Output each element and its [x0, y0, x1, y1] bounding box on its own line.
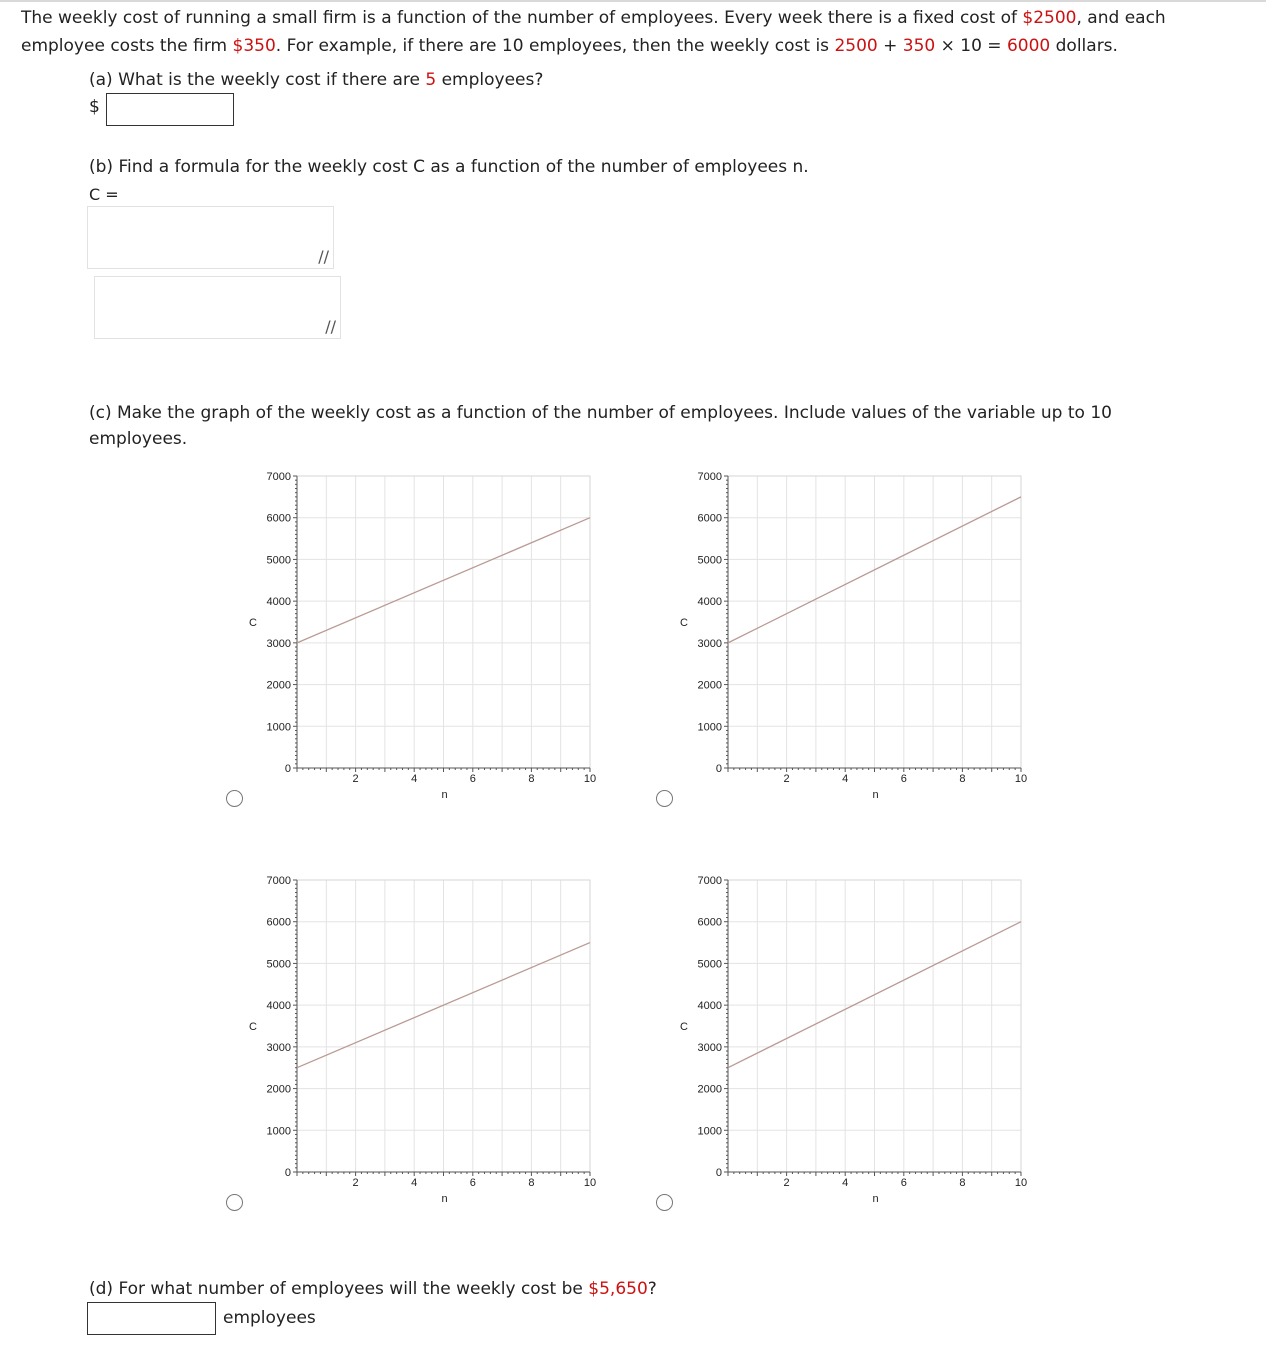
y-tick-label: 1000 — [697, 721, 722, 734]
x-axis-label: n — [441, 1193, 448, 1205]
part-c-question: (c) Make the graph of the weekly cost as a function of the number of employees. Include values of the variable up to 10 employees. — [89, 403, 1112, 449]
y-tick-label: 1000 — [266, 1125, 291, 1138]
formula-input-area[interactable] — [87, 206, 334, 269]
x-axis-label: n — [441, 789, 448, 801]
part-d-text-2: ? — [647, 1279, 657, 1299]
graph-option-2-radio[interactable] — [656, 790, 673, 807]
y-axis-label: C — [249, 1021, 257, 1033]
part-a-question — [89, 67, 543, 93]
formula-preview-area[interactable] — [94, 276, 341, 339]
x-tick-label: 4 — [842, 773, 849, 785]
y-tick-label: 0 — [284, 763, 291, 775]
x-tick-label: 2 — [783, 1177, 790, 1189]
y-tick-label: 5000 — [266, 554, 291, 567]
part-a-text-2: employees? — [436, 70, 544, 90]
y-tick-label: 2000 — [266, 1083, 291, 1096]
x-tick-label: 10 — [583, 1177, 597, 1189]
part-a-answer-input[interactable] — [106, 93, 234, 126]
y-tick-label: 2000 — [266, 679, 291, 692]
y-tick-label: 7000 — [266, 471, 291, 483]
y-tick-label: 0 — [284, 1167, 291, 1179]
per-employee-cost-value: $350 — [232, 36, 276, 56]
part-a-employee-count: 5 — [425, 70, 437, 90]
x-tick-label: 8 — [959, 773, 966, 785]
graph-option-3 — [240, 864, 610, 1209]
x-tick-label: 6 — [469, 1177, 476, 1189]
x-tick-label: 8 — [528, 773, 535, 785]
graph-option-3-radio[interactable] — [226, 1194, 243, 1211]
part-b-question: (b) Find a formula for the weekly cost C as a function of the number of employees n. — [89, 157, 809, 177]
x-tick-label: 8 — [528, 1177, 535, 1189]
x-axis-label: n — [872, 789, 879, 801]
y-axis-label: C — [680, 617, 688, 629]
y-tick-label: 2000 — [697, 1083, 722, 1096]
resize-handle-icon[interactable]: // — [318, 247, 329, 266]
y-axis-label: C — [680, 1021, 688, 1033]
x-tick-label: 2 — [352, 1177, 359, 1189]
part-a-text-1: (a) What is the weekly cost if there are — [89, 70, 426, 90]
y-tick-label: 7000 — [266, 875, 291, 887]
y-tick-label: 1000 — [266, 721, 291, 734]
x-tick-label: 8 — [959, 1177, 966, 1189]
y-tick-label: 7000 — [697, 471, 722, 483]
y-tick-label: 6000 — [266, 916, 291, 929]
x-tick-label: 10 — [583, 773, 597, 785]
x-tick-label: 10 — [1014, 773, 1028, 785]
y-tick-label: 3000 — [266, 1041, 291, 1054]
graph-option-1 — [240, 460, 610, 805]
intro-text-3: . For example, if there are 10 employees, then the weekly cost is — [275, 36, 835, 56]
example-result-value: 6000 — [1006, 36, 1051, 56]
part-d-answer-input[interactable] — [87, 1302, 216, 1335]
resize-handle-icon[interactable]: // — [325, 317, 336, 336]
y-tick-label: 3000 — [697, 637, 722, 650]
intro-text-4: dollars. — [1050, 36, 1118, 56]
intro-text-1: The weekly cost of running a small firm is a function of the number of employees. Every week there is a fixed cost of — [21, 8, 1023, 28]
y-tick-label: 2000 — [697, 679, 722, 692]
y-tick-label: 4000 — [697, 1000, 722, 1013]
y-tick-label: 1000 — [697, 1125, 722, 1138]
y-tick-label: 4000 — [266, 1000, 291, 1013]
part-d-question — [89, 1276, 657, 1302]
part-d-target-cost: $5,650 — [588, 1279, 648, 1299]
y-tick-label: 5000 — [697, 958, 722, 971]
part-d-text-1: (d) For what number of employees will the weekly cost be — [89, 1279, 589, 1299]
graph-option-4 — [671, 864, 1041, 1209]
example-rate-value: 350 — [902, 36, 936, 56]
x-tick-label: 2 — [783, 773, 790, 785]
x-axis-label: n — [872, 1193, 879, 1205]
y-tick-label: 7000 — [697, 875, 722, 887]
y-tick-label: 6000 — [697, 916, 722, 929]
y-tick-label: 0 — [715, 1167, 722, 1179]
y-tick-label: 4000 — [266, 596, 291, 609]
currency-symbol: $ — [89, 97, 100, 117]
y-tick-label: 6000 — [266, 512, 291, 525]
x-tick-label: 2 — [352, 773, 359, 785]
example-times: × 10 = — [935, 36, 1007, 56]
x-tick-label: 6 — [469, 773, 476, 785]
y-axis-label: C — [249, 617, 257, 629]
graph-option-4-radio[interactable] — [656, 1194, 673, 1211]
example-fixed-value: 2500 — [834, 36, 878, 56]
graph-option-1-radio[interactable] — [226, 790, 243, 807]
problem-statement — [21, 4, 1251, 60]
x-tick-label: 4 — [842, 1177, 849, 1189]
units-label: employees — [223, 1308, 316, 1328]
y-tick-label: 3000 — [697, 1041, 722, 1054]
y-tick-label: 6000 — [697, 512, 722, 525]
x-tick-label: 6 — [900, 773, 907, 785]
top-divider — [0, 0, 1266, 2]
y-tick-label: 3000 — [266, 637, 291, 650]
y-tick-label: 5000 — [697, 554, 722, 567]
x-tick-label: 4 — [411, 773, 418, 785]
x-tick-label: 10 — [1014, 1177, 1028, 1189]
graph-option-2 — [671, 460, 1041, 805]
formula-lhs-label: C = — [89, 185, 119, 204]
y-tick-label: 4000 — [697, 596, 722, 609]
x-tick-label: 6 — [900, 1177, 907, 1189]
y-tick-label: 0 — [715, 763, 722, 775]
example-plus: + — [877, 36, 903, 56]
y-tick-label: 5000 — [266, 958, 291, 971]
fixed-cost-value: $2500 — [1022, 8, 1077, 28]
x-tick-label: 4 — [411, 1177, 418, 1189]
intro-text-2: , and each employee costs the firm — [21, 8, 1166, 56]
